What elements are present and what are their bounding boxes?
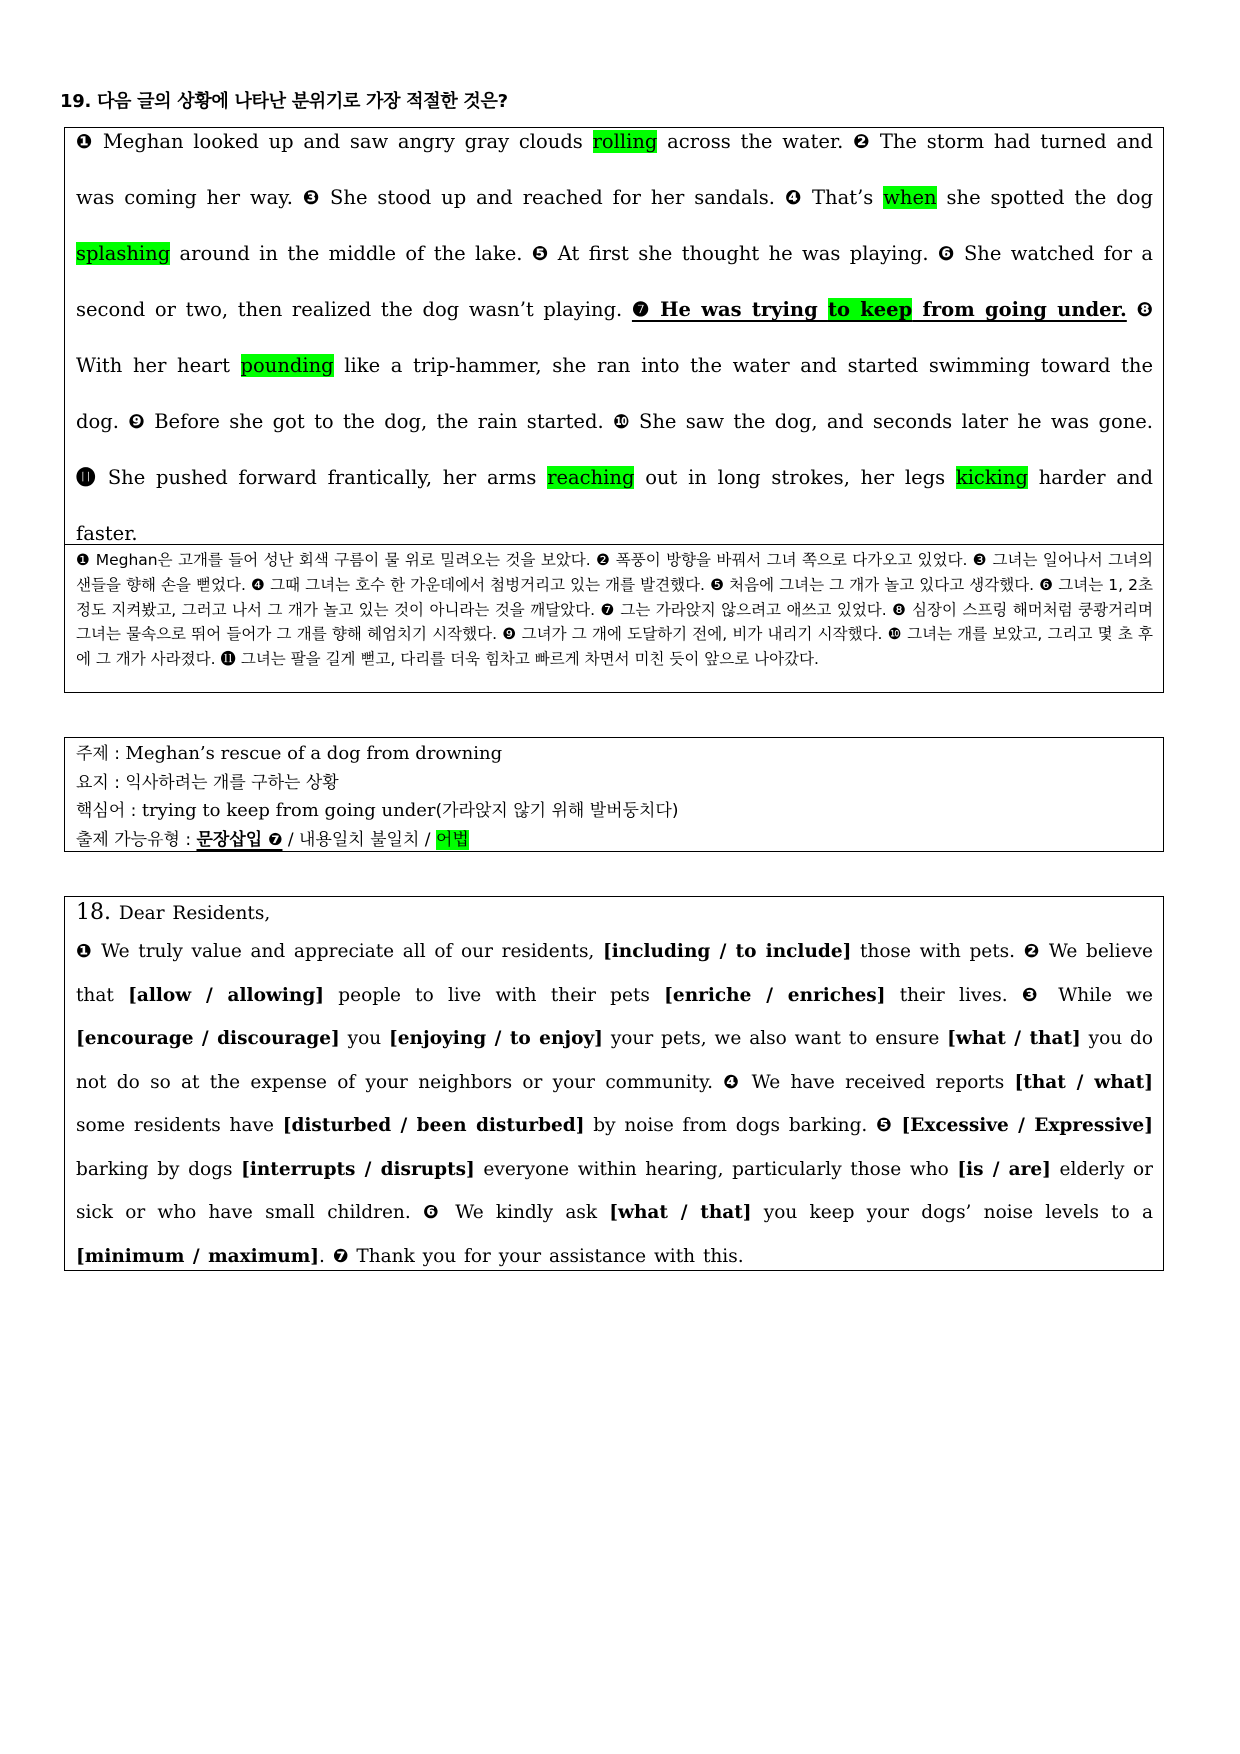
sentence-number: ❹ (723, 1071, 742, 1093)
text-run: We believe that (76, 941, 1153, 1006)
summary-question-types: 출제 가능유형 : 문장삽입 ❼ / 내용일치 불일치 / 어법 (76, 829, 469, 850)
text-run: across the water. (657, 130, 854, 153)
sentence-number: ❸ (1021, 984, 1044, 1006)
text-run: elderly or sick or who have small children. (76, 1158, 1153, 1223)
text-run: out in long strokes, her legs (634, 466, 956, 489)
underlined-sentence: ❼ He was trying (631, 298, 828, 321)
text-run: everyone within hearing, particularly those who (474, 1158, 958, 1180)
text-run: she spotted the dog (936, 186, 1153, 209)
question-18-letter (64, 896, 1164, 1271)
summary-gist: 요지 : 익사하려는 개를 구하는 상황 (76, 772, 339, 793)
choice-bracket: [Excessive / Expressive] (901, 1115, 1153, 1136)
text-run: some residents have (76, 1115, 283, 1136)
text-run: people to live with their pets (324, 984, 665, 1006)
text-run: barking by dogs (76, 1158, 242, 1180)
letter-body (76, 930, 1153, 1278)
type-sentence-insertion: 문장삽입 ❼ (196, 829, 283, 850)
highlighted-word: pounding (240, 354, 334, 377)
text-run: Thank you for your assistance with this. (348, 1245, 744, 1267)
text-run: We have received reports (741, 1071, 1015, 1093)
text-run: We truly value and appreciate all of our residents, (92, 941, 603, 962)
text-run: Before she got to the dog, the rain started. (144, 410, 613, 433)
type-grammar: 어법 (435, 829, 469, 850)
sentence-number: ❹ (784, 186, 803, 209)
text-run: Meghan looked up and saw angry gray clouds (93, 130, 593, 153)
text-run: At first she thought he was playing. (548, 242, 938, 265)
choice-bracket: [enriche / enriches] (664, 984, 886, 1006)
summary-topic: 주제 : Meghan’s rescue of a dog from drowning (76, 743, 503, 764)
text-run: harder and faster. (76, 466, 1153, 545)
highlighted-word: kicking (955, 466, 1028, 489)
text-run: That’s (802, 186, 884, 209)
underlined-highlight: to keep (827, 298, 913, 321)
sentence-number: ❸ (302, 186, 321, 209)
highlighted-word: reaching (547, 466, 635, 489)
text-run: those with pets. (851, 941, 1024, 962)
text-run: The storm had turned and was coming her way. (76, 130, 1153, 209)
text-run: by noise from dogs barking. (584, 1115, 877, 1136)
summary-box (64, 737, 1164, 852)
choice-bracket: [enjoying / to enjoy] (389, 1028, 603, 1049)
highlighted-word: splashing (76, 242, 171, 265)
text-run: your pets, we also want to ensure (602, 1028, 948, 1049)
sentence-number: ❷ (853, 130, 871, 153)
summary-keyword: 핵심어 : trying to keep from going under(가라앉지 않기 위해 발버둥치다) (76, 800, 679, 821)
text-run: We kindly ask (442, 1202, 610, 1223)
choice-bracket: [that / what] (1014, 1071, 1153, 1093)
sentence-number: ❾ (128, 410, 145, 433)
underlined-sentence: from going under. (912, 298, 1127, 321)
type-content-match: 내용일치 불일치 (299, 829, 420, 850)
text-run: you do not do so at the expense of your neighbors or your community. (76, 1028, 1154, 1093)
text-run: She saw the dog, and seconds later he was gone. (629, 410, 1154, 433)
letter-header (76, 897, 1153, 930)
choice-bracket: [minimum / maximum] (76, 1245, 320, 1267)
passage-text (76, 114, 1153, 562)
sentence-number: ❶ (76, 941, 93, 962)
text-run: you keep your dogs’ noise levels to a (751, 1202, 1154, 1223)
text-run: She pushed forward frantically, her arms (97, 466, 548, 489)
text-run: She watched for a second or two, then realized the dog wasn’t playing. (76, 242, 1154, 321)
sentence-number: ❽ (1136, 298, 1153, 321)
text-run: like a trip-hammer, she ran into the water and started swimming toward the dog. (76, 354, 1153, 433)
question-19-title: 19. 다음 글의 상황에 나타난 분위기로 가장 적절한 것은? (60, 91, 508, 112)
sentence-number: ❻ (937, 242, 955, 265)
text-run: you (339, 1028, 390, 1049)
text-run: While we (1043, 984, 1153, 1006)
sentence-number: ⓫ (76, 466, 98, 489)
question-number: 18. (76, 900, 111, 925)
text-run: their lives. (885, 984, 1022, 1006)
choice-bracket: [what / that] (947, 1028, 1081, 1049)
sentence-number: ❺ (531, 242, 549, 265)
sentence-number: ❶ (76, 130, 94, 153)
choice-bracket: [allow / allowing] (128, 984, 325, 1006)
sentence-number: ❼ (332, 1245, 349, 1267)
choice-bracket: [encourage / discourage] (76, 1028, 340, 1049)
question-19-passage (64, 127, 1164, 545)
text-run: She stood up and reached for her sandals. (320, 186, 785, 209)
sentence-number: ❿ (613, 410, 630, 433)
choice-bracket: [interrupts / disrupts] (241, 1158, 475, 1180)
highlighted-word: when (883, 186, 937, 209)
choice-bracket: [disturbed / been disturbed] (282, 1115, 585, 1136)
sentence-number: ❻ (422, 1202, 443, 1223)
highlighted-word: rolling (592, 130, 658, 153)
choice-bracket: [is / are] (957, 1158, 1051, 1180)
text-run: . (319, 1245, 333, 1267)
text-run: around in the middle of the lake. (170, 242, 532, 265)
text-run: With her heart (76, 354, 241, 377)
sentence-number: ❷ (1023, 941, 1041, 962)
choice-bracket: [what / that] (609, 1202, 752, 1223)
sentence-number: ❺ (876, 1115, 893, 1136)
salutation: Dear Residents, (111, 903, 271, 924)
question-19-translation: ❶ Meghan은 고개를 들어 성난 회색 구름이 물 위로 밀려오는 것을 보았다. ❷ 폭풍이 방향을 바꿔서 그녀 쪽으로 다가오고 있었다. ❸ 그녀는 일어나서 그녀의 샌들을 향해 손을 뻗었다. ❹ 그때 그녀는 호수 한 가운데에서 첨벙거리고 있는 개를 발견했다. ❺ 처음에 그녀는 그 개가 놀고 있다고 생각했다. ❻ 그녀는 1, 2초 정도 지켜봤고, 그러고 나서 그 개가 놀고 있는 것이 아니라는 것을 깨달았다. ❼ 그는 가라앉지 않으려고 애쓰고 있었다. ❽ 심장이 스프링 해머처럼 쿵쾅거리며 그녀는 물속으로 뛰어 들어가 그 개를 향해 헤엄치기 시작했다. ❾ 그녀가 그 개에 도달하기 전에, 비가 내리기 시작했다. ❿ 그녀는 개를 보았고, 그리고 몇 초 후에 그 개가 사라졌다. ⓫ 그녀는 팔을 길게 뻗고, 다리를 더욱 힘차고 빠르게 차면서 미친 듯이 앞으로 나아갔다. (64, 544, 1164, 693)
choice-bracket: [including / to include] (603, 941, 852, 962)
